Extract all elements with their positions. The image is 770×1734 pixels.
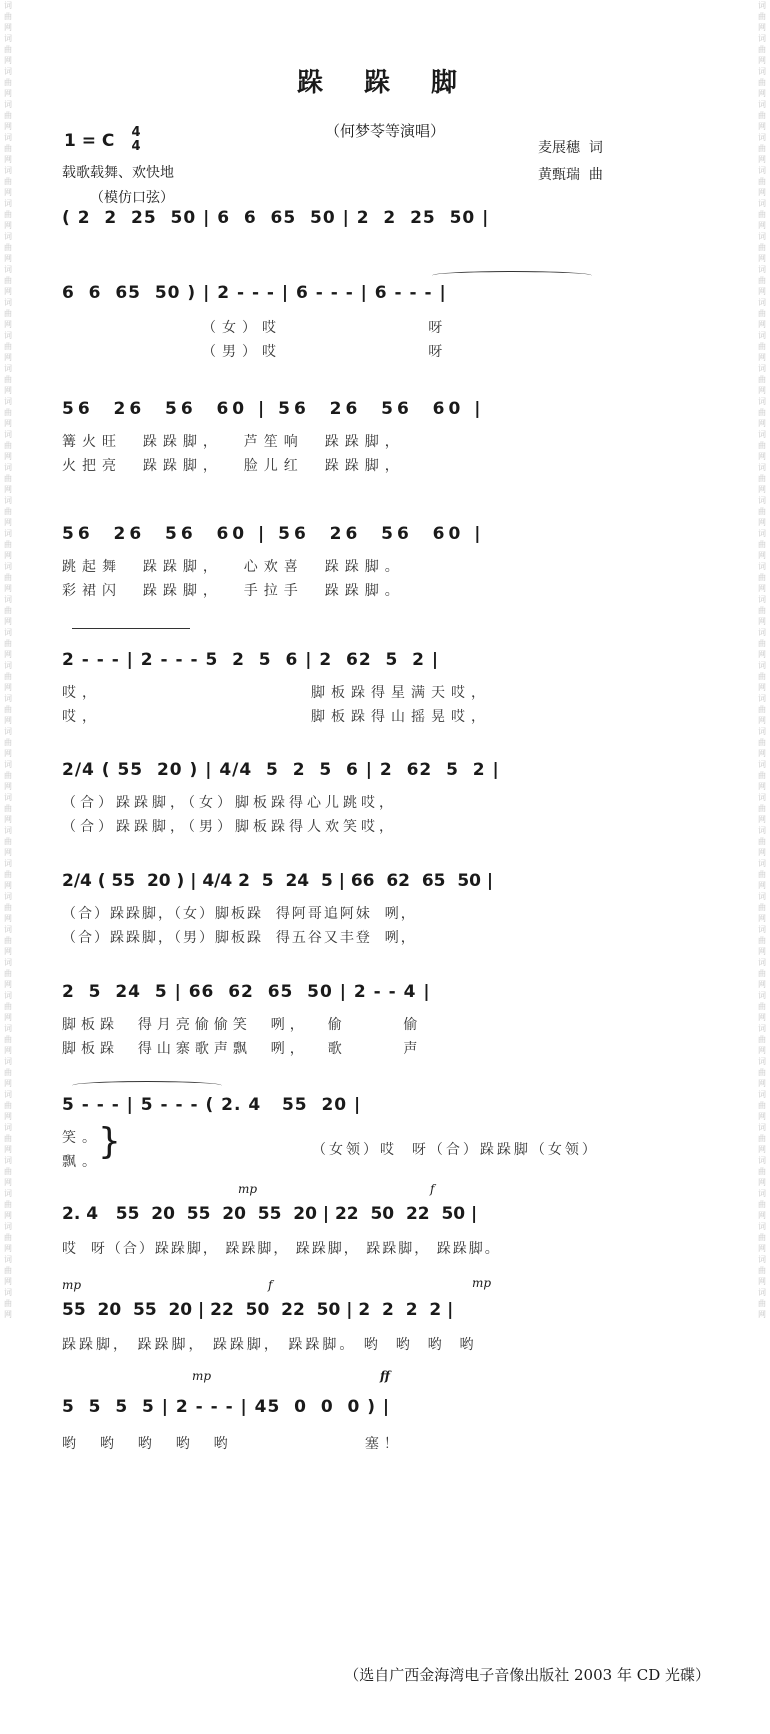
lyric-line-1: 笑。	[62, 1130, 102, 1146]
dynamic-mp: mp	[238, 1182, 258, 1196]
notation-line: 5 - - - | 5 - - - ( 2. 4 55 20 |	[62, 1095, 362, 1115]
time-sig-bottom: 4	[131, 139, 141, 154]
crescendo-mark	[72, 628, 190, 637]
tie-mark	[432, 271, 592, 280]
lyricist-credit: 麦展穗 词	[538, 140, 603, 156]
lyric-line-2: （男）哎 呀	[202, 344, 449, 360]
notation-line: 2 5 24 5 | 66 62 65 50 | 2 - - 4 |	[62, 982, 431, 1002]
lyric-line-2: （合）跺跺脚，（男）脚板跺得人欢笑哎，	[62, 819, 397, 835]
song-title: 跺 跺 脚	[296, 68, 474, 98]
notation-line: 55 20 55 20 | 22 50 22 50 | 2 2 2 2 |	[62, 1300, 454, 1320]
song-subtitle: （何梦苓等演唱）	[324, 122, 445, 140]
lyric-line-1: 哎， 脚板跺得星满天哎，	[62, 685, 492, 701]
notation-line: 2. 4 55 20 55 20 55 20 | 22 50 22 50 |	[62, 1204, 478, 1224]
brace-mark: }	[98, 1121, 121, 1162]
lyric-line-1: （合）跺跺脚，（女）脚板跺得心儿跳哎，	[62, 795, 397, 811]
watermark-right: 词曲网词曲网词曲网词曲网词曲网词曲网词曲网词曲网词曲网词曲网词曲网词曲网词曲网词曲网词曲网词曲网词曲网词曲网词曲网词曲网词曲网词曲网词曲网词曲网词曲网词曲网词曲网词曲网词曲网词曲网词曲网词曲网词曲网词曲网词曲网词曲网词曲网词曲网词曲网词曲网	[758, 1, 766, 1319]
lyric-line-2: 火把亮 跺跺脚， 脸儿红 跺跺脚，	[62, 458, 405, 474]
dynamic-mp: mp	[472, 1276, 492, 1290]
lyric-line-1: （女）哎 呀	[202, 320, 449, 336]
notation-line: 56 26 56 60 | 56 26 56 60 |	[62, 524, 485, 544]
tempo-marking: 载歌载舞、欢快地	[62, 165, 174, 181]
dynamic-f: f	[268, 1278, 273, 1292]
watermark-left: 词曲网词曲网词曲网词曲网词曲网词曲网词曲网词曲网词曲网词曲网词曲网词曲网词曲网词曲网词曲网词曲网词曲网词曲网词曲网词曲网词曲网词曲网词曲网词曲网词曲网词曲网词曲网词曲网词曲网词曲网词曲网词曲网词曲网词曲网词曲网词曲网词曲网词曲网词曲网词曲网	[4, 1, 12, 1319]
notation-line: 6 6 65 50 ) | 2 - - - | 6 - - - | 6 - - - |	[62, 283, 447, 303]
lyric-line-2: 哎， 脚板跺得山摇晃哎，	[62, 709, 492, 725]
dynamic-ff: ff	[380, 1369, 390, 1383]
lyric-line-1: 哟 哟 哟 哟 哟 塞！	[62, 1436, 403, 1452]
notation-line: ( 2 2 25 50 | 6 6 65 50 | 2 2 25 50 |	[62, 208, 490, 228]
composer-credit: 黄甄瑞 曲	[538, 167, 603, 183]
notation-line: 2/4 ( 55 20 ) | 4/4 2 5 24 5 | 66 62 65 50 |	[62, 871, 494, 891]
notation-line: 5 5 5 5 | 2 - - - | 45 0 0 0 ) |	[62, 1397, 391, 1417]
time-signature	[128, 126, 144, 154]
performance-note: （模仿口弦）	[90, 190, 174, 206]
lyric-line-2: 脚板跺 得山寨歌声飘 咧， 歌 声	[62, 1041, 423, 1057]
time-sig-top: 4	[131, 125, 141, 140]
key-signature: 1 = C	[64, 131, 115, 151]
dynamic-f: f	[430, 1182, 435, 1196]
lyric-line-2: （合）跺跺脚，（男）脚板跺 得五谷又丰登 咧，	[62, 930, 417, 946]
lyric-line-1: 跳起舞 跺跺脚， 心欢喜 跺跺脚。	[62, 559, 405, 575]
notation-line: 2 - - - | 2 - - - 5 2 5 6 | 2 62 5 2 |	[62, 650, 440, 670]
lyric-line-1: 跺跺脚， 跺跺脚， 跺跺脚， 跺跺脚。 哟 哟 哟 哟	[62, 1337, 477, 1353]
lyric-line-2: 飘。	[62, 1154, 102, 1170]
lyric-line-1: 脚板跺 得月亮偷偷笑 咧， 偷 偷	[62, 1017, 423, 1033]
lyric-line-1: 篝火旺 跺跺脚， 芦笙响 跺跺脚，	[62, 434, 405, 450]
notation-line: 2/4 ( 55 20 ) | 4/4 5 2 5 6 | 2 62 5 2 |	[62, 760, 500, 780]
tie-mark	[72, 1081, 222, 1090]
source-note: （选自广西金海湾电子音像出版社 2003 年 CD 光碟）	[344, 1666, 710, 1684]
lyric-line-1: 哎 呀（合）跺跺脚， 跺跺脚， 跺跺脚， 跺跺脚， 跺跺脚。	[62, 1241, 501, 1257]
dynamic-mp: mp	[62, 1278, 82, 1292]
lyric-line-1: （合）跺跺脚，（女）脚板跺 得阿哥追阿妹 咧，	[62, 906, 417, 922]
notation-line: 56 26 56 60 | 56 26 56 60 |	[62, 399, 485, 419]
dynamic-mp: mp	[192, 1369, 212, 1383]
lyric-line-3: （女领）哎 呀（合）跺跺脚（女领）	[312, 1142, 599, 1158]
lyric-line-2: 彩裙闪 跺跺脚， 手拉手 跺跺脚。	[62, 583, 405, 599]
